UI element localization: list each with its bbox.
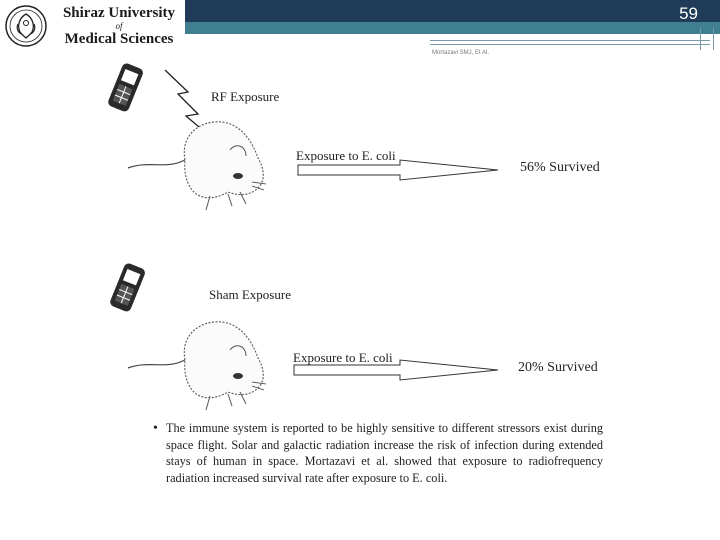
logo-line-2: of bbox=[115, 21, 123, 31]
rf-exposure-label: RF Exposure bbox=[211, 89, 280, 104]
rat-icon bbox=[128, 122, 266, 210]
result-bottom: 20% Survived bbox=[518, 360, 598, 375]
logo-line-1: Shiraz University bbox=[62, 5, 176, 21]
bullet-dot-icon: • bbox=[153, 421, 158, 436]
arrow-label-top: Exposure to E. coli bbox=[296, 148, 396, 163]
mobile-phone-icon bbox=[109, 262, 147, 313]
rf-wave-icon bbox=[165, 70, 205, 132]
arrow-label-bottom: Exposure to E. coli bbox=[293, 350, 393, 365]
result-top: 56% Survived bbox=[520, 160, 600, 175]
rat-icon bbox=[128, 322, 266, 410]
figure-citation: Mortazavi SMJ, Et Al. bbox=[432, 50, 490, 56]
bullet-text: The immune system is reported to be highly sensitive to different stressors exist during space flight. Solar and galactic radiation increase the risk of infection during extended stays of human in space. Mortazavi et al. showed that exposure to radiofrequency radiation increased survival rate after exposure to E. coli. bbox=[166, 421, 603, 485]
mobile-phone-icon bbox=[107, 62, 145, 113]
sham-exposure-label: Sham Exposure bbox=[209, 287, 291, 302]
logo-line-3: Medical Sciences bbox=[64, 31, 174, 47]
bullet-paragraph bbox=[153, 420, 603, 486]
slide-number: 59 bbox=[679, 4, 698, 23]
